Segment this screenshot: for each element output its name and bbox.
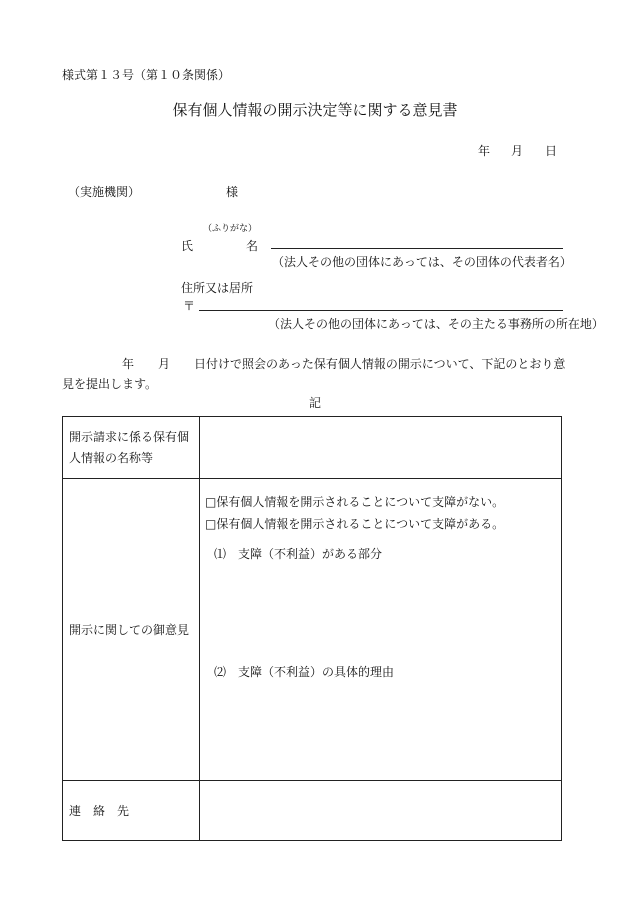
date-month-label: 月: [511, 144, 524, 158]
address-label: 住所又は居所: [181, 281, 254, 295]
info-name-label-cell: [63, 417, 200, 479]
address-field-line[interactable]: [199, 296, 563, 311]
info-name-row: [63, 417, 562, 479]
contact-row: [63, 781, 562, 841]
info-name-label: 開示請求に係る保有個人情報の名称等: [69, 430, 190, 465]
contact-label-cell: [63, 781, 200, 841]
ki-label: 記: [308, 396, 321, 410]
contact-label: 連 絡 先: [69, 804, 130, 818]
sub-item-specific-reason: ⑵ 支障（不利益）の具体的理由: [214, 665, 395, 679]
opinion-label-cell: [63, 479, 200, 781]
opinion-table: [62, 416, 562, 841]
info-name-value-cell[interactable]: [200, 417, 562, 479]
agency-label: （実施機関）: [68, 185, 141, 199]
statement-text: 年 月 日付けで照会のあった保有個人情報の開示について、下記のとおり意見を提出します。: [62, 357, 566, 391]
option-no-issue-checkbox[interactable]: □保有個人情報を開示されることについて支障がない。: [205, 495, 505, 509]
date-year-label: 年: [478, 144, 491, 158]
honorific-label: 様: [226, 185, 239, 199]
postal-mark: 〒: [183, 299, 196, 313]
option-issue-checkbox[interactable]: □保有個人情報を開示されることについて支障がある。: [205, 517, 505, 531]
furigana-label: （ふりがな）: [203, 224, 258, 234]
contact-value-cell[interactable]: [200, 781, 562, 841]
sub-item-affected-part: ⑴ 支障（不利益）がある部分: [214, 547, 383, 561]
name-label-first: 氏: [181, 239, 194, 253]
name-label-second: 名: [246, 239, 259, 253]
name-note: （法人その他の団体にあっては、その団体の代表者名）: [272, 255, 572, 269]
date-day-label: 日: [545, 144, 558, 158]
document-title: 保有個人情報の開示決定等に関する意見書: [172, 101, 458, 119]
opinion-label: 開示に関しての御意見: [69, 623, 190, 637]
address-note: （法人その他の団体にあっては、その主たる事務所の所在地）: [268, 317, 604, 331]
name-field-line[interactable]: [271, 232, 563, 249]
form-number: 様式第１３号（第１０条関係）: [62, 68, 231, 82]
